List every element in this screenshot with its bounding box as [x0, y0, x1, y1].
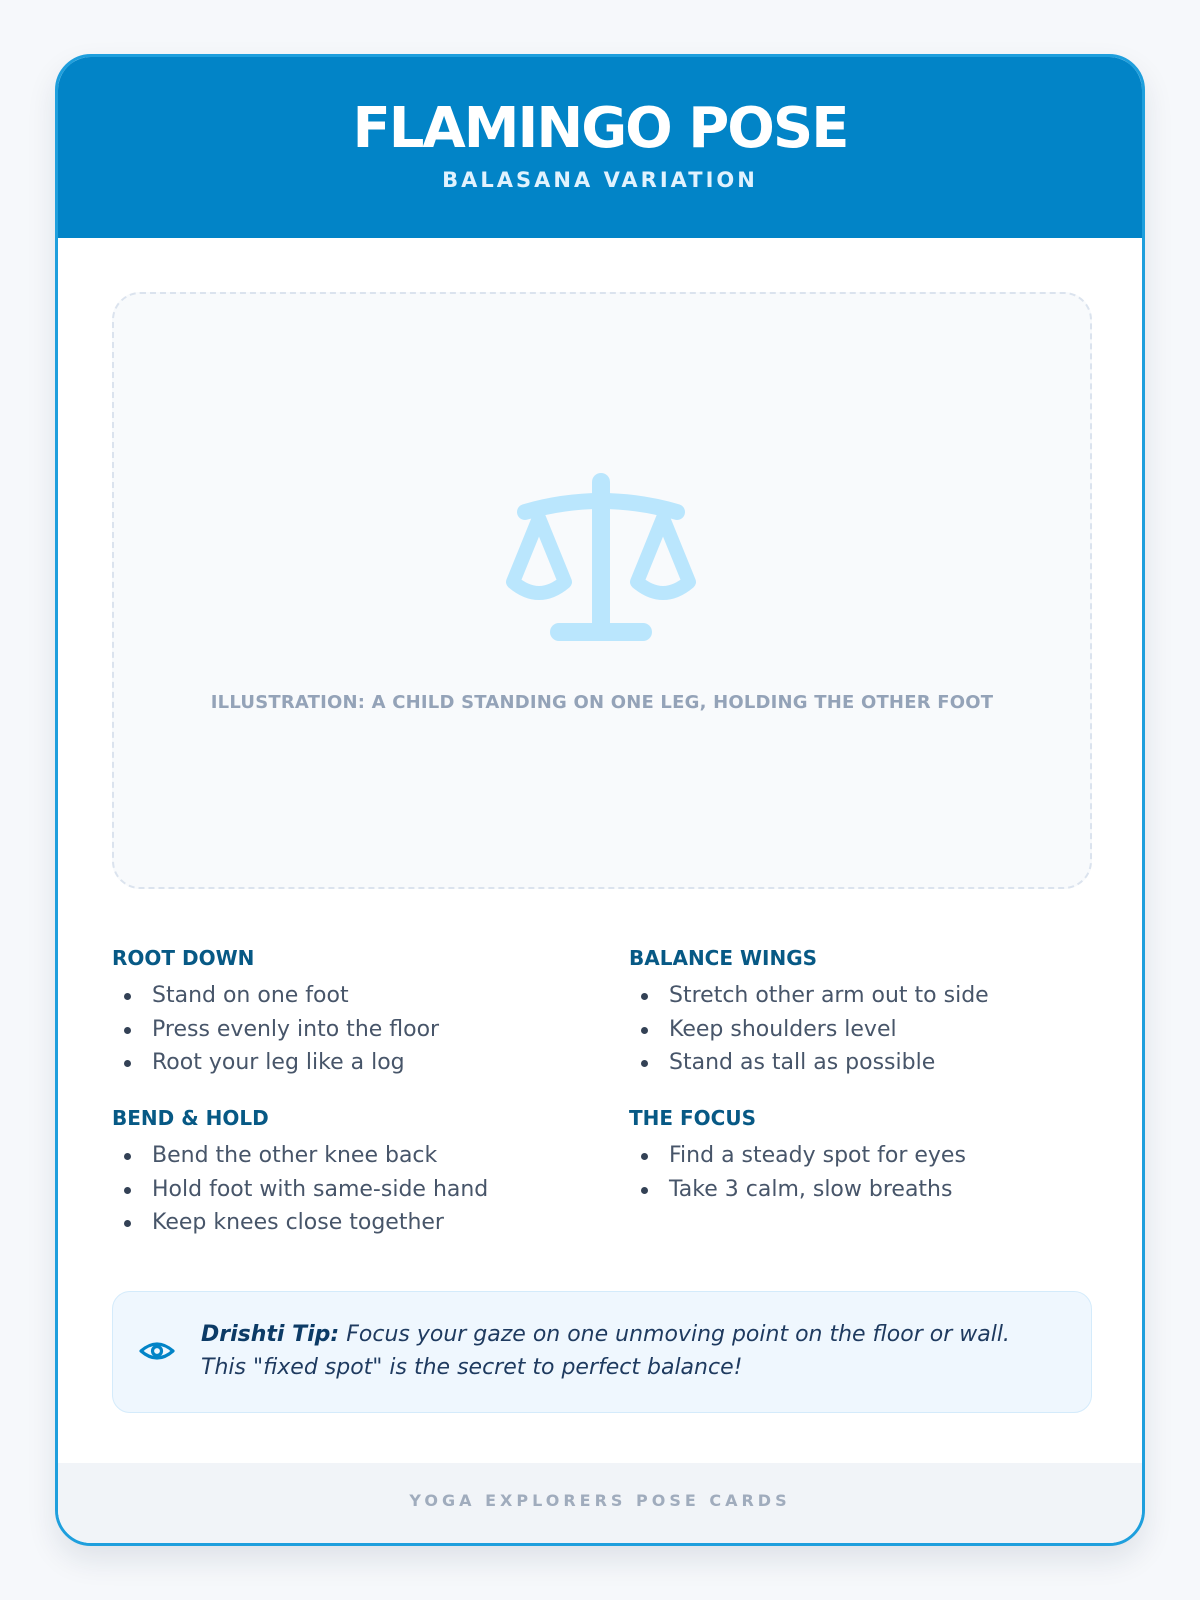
- pose-card: [55, 54, 1145, 1546]
- section-bend-hold: [112, 1105, 552, 1240]
- list-item: Stand as tall as possible: [629, 1046, 1069, 1080]
- instruction-list: [629, 1139, 1069, 1206]
- section-title: ROOT DOWN: [112, 946, 255, 970]
- pose-title: FLAMINGO POSE: [352, 96, 848, 161]
- tip-body: Focus your gaze on one unmoving point on the floor or wall. This "fixed spot" is the secret to perfect balance!: [201, 1322, 1010, 1380]
- section-balance-wings: [629, 945, 1069, 1080]
- list-item: Keep shoulders level: [629, 1013, 1069, 1047]
- tip-label: Drishti Tip:: [201, 1322, 340, 1347]
- instruction-list: [112, 979, 552, 1080]
- card-header: [58, 57, 1142, 238]
- pose-subtitle: BALASANA VARIATION: [442, 168, 758, 192]
- instruction-list: [629, 979, 1069, 1080]
- illustration-caption: ILLUSTRATION: A CHILD STANDING ON ONE LEG, HOLDING THE OTHER FOOT: [210, 692, 994, 713]
- section-root-down: [112, 945, 552, 1080]
- list-item: Stretch other arm out to side: [629, 979, 1069, 1013]
- drishti-tip-box: [112, 1291, 1092, 1413]
- list-item: Root your leg like a log: [112, 1046, 552, 1080]
- tip-text: [201, 1318, 1061, 1384]
- list-item: Keep knees close together: [112, 1206, 552, 1240]
- balance-scale-icon: [501, 470, 701, 650]
- illustration-placeholder: [112, 292, 1092, 889]
- card-footer: [58, 1463, 1142, 1543]
- list-item: Take 3 calm, slow breaths: [629, 1173, 1069, 1207]
- list-item: Stand on one foot: [112, 979, 552, 1013]
- list-item: Press evenly into the floor: [112, 1013, 552, 1047]
- list-item: Find a steady spot for eyes: [629, 1139, 1069, 1173]
- section-the-focus: [629, 1105, 1069, 1206]
- eye-icon: [139, 1336, 175, 1366]
- section-title: BEND & HOLD: [112, 1106, 269, 1130]
- list-item: Bend the other knee back: [112, 1139, 552, 1173]
- section-title: BALANCE WINGS: [629, 946, 818, 970]
- section-title: THE FOCUS: [629, 1106, 756, 1130]
- list-item: Hold foot with same-side hand: [112, 1173, 552, 1207]
- instruction-list: [112, 1139, 552, 1240]
- footer-text: YOGA EXPLORERS POSE CARDS: [409, 1491, 791, 1510]
